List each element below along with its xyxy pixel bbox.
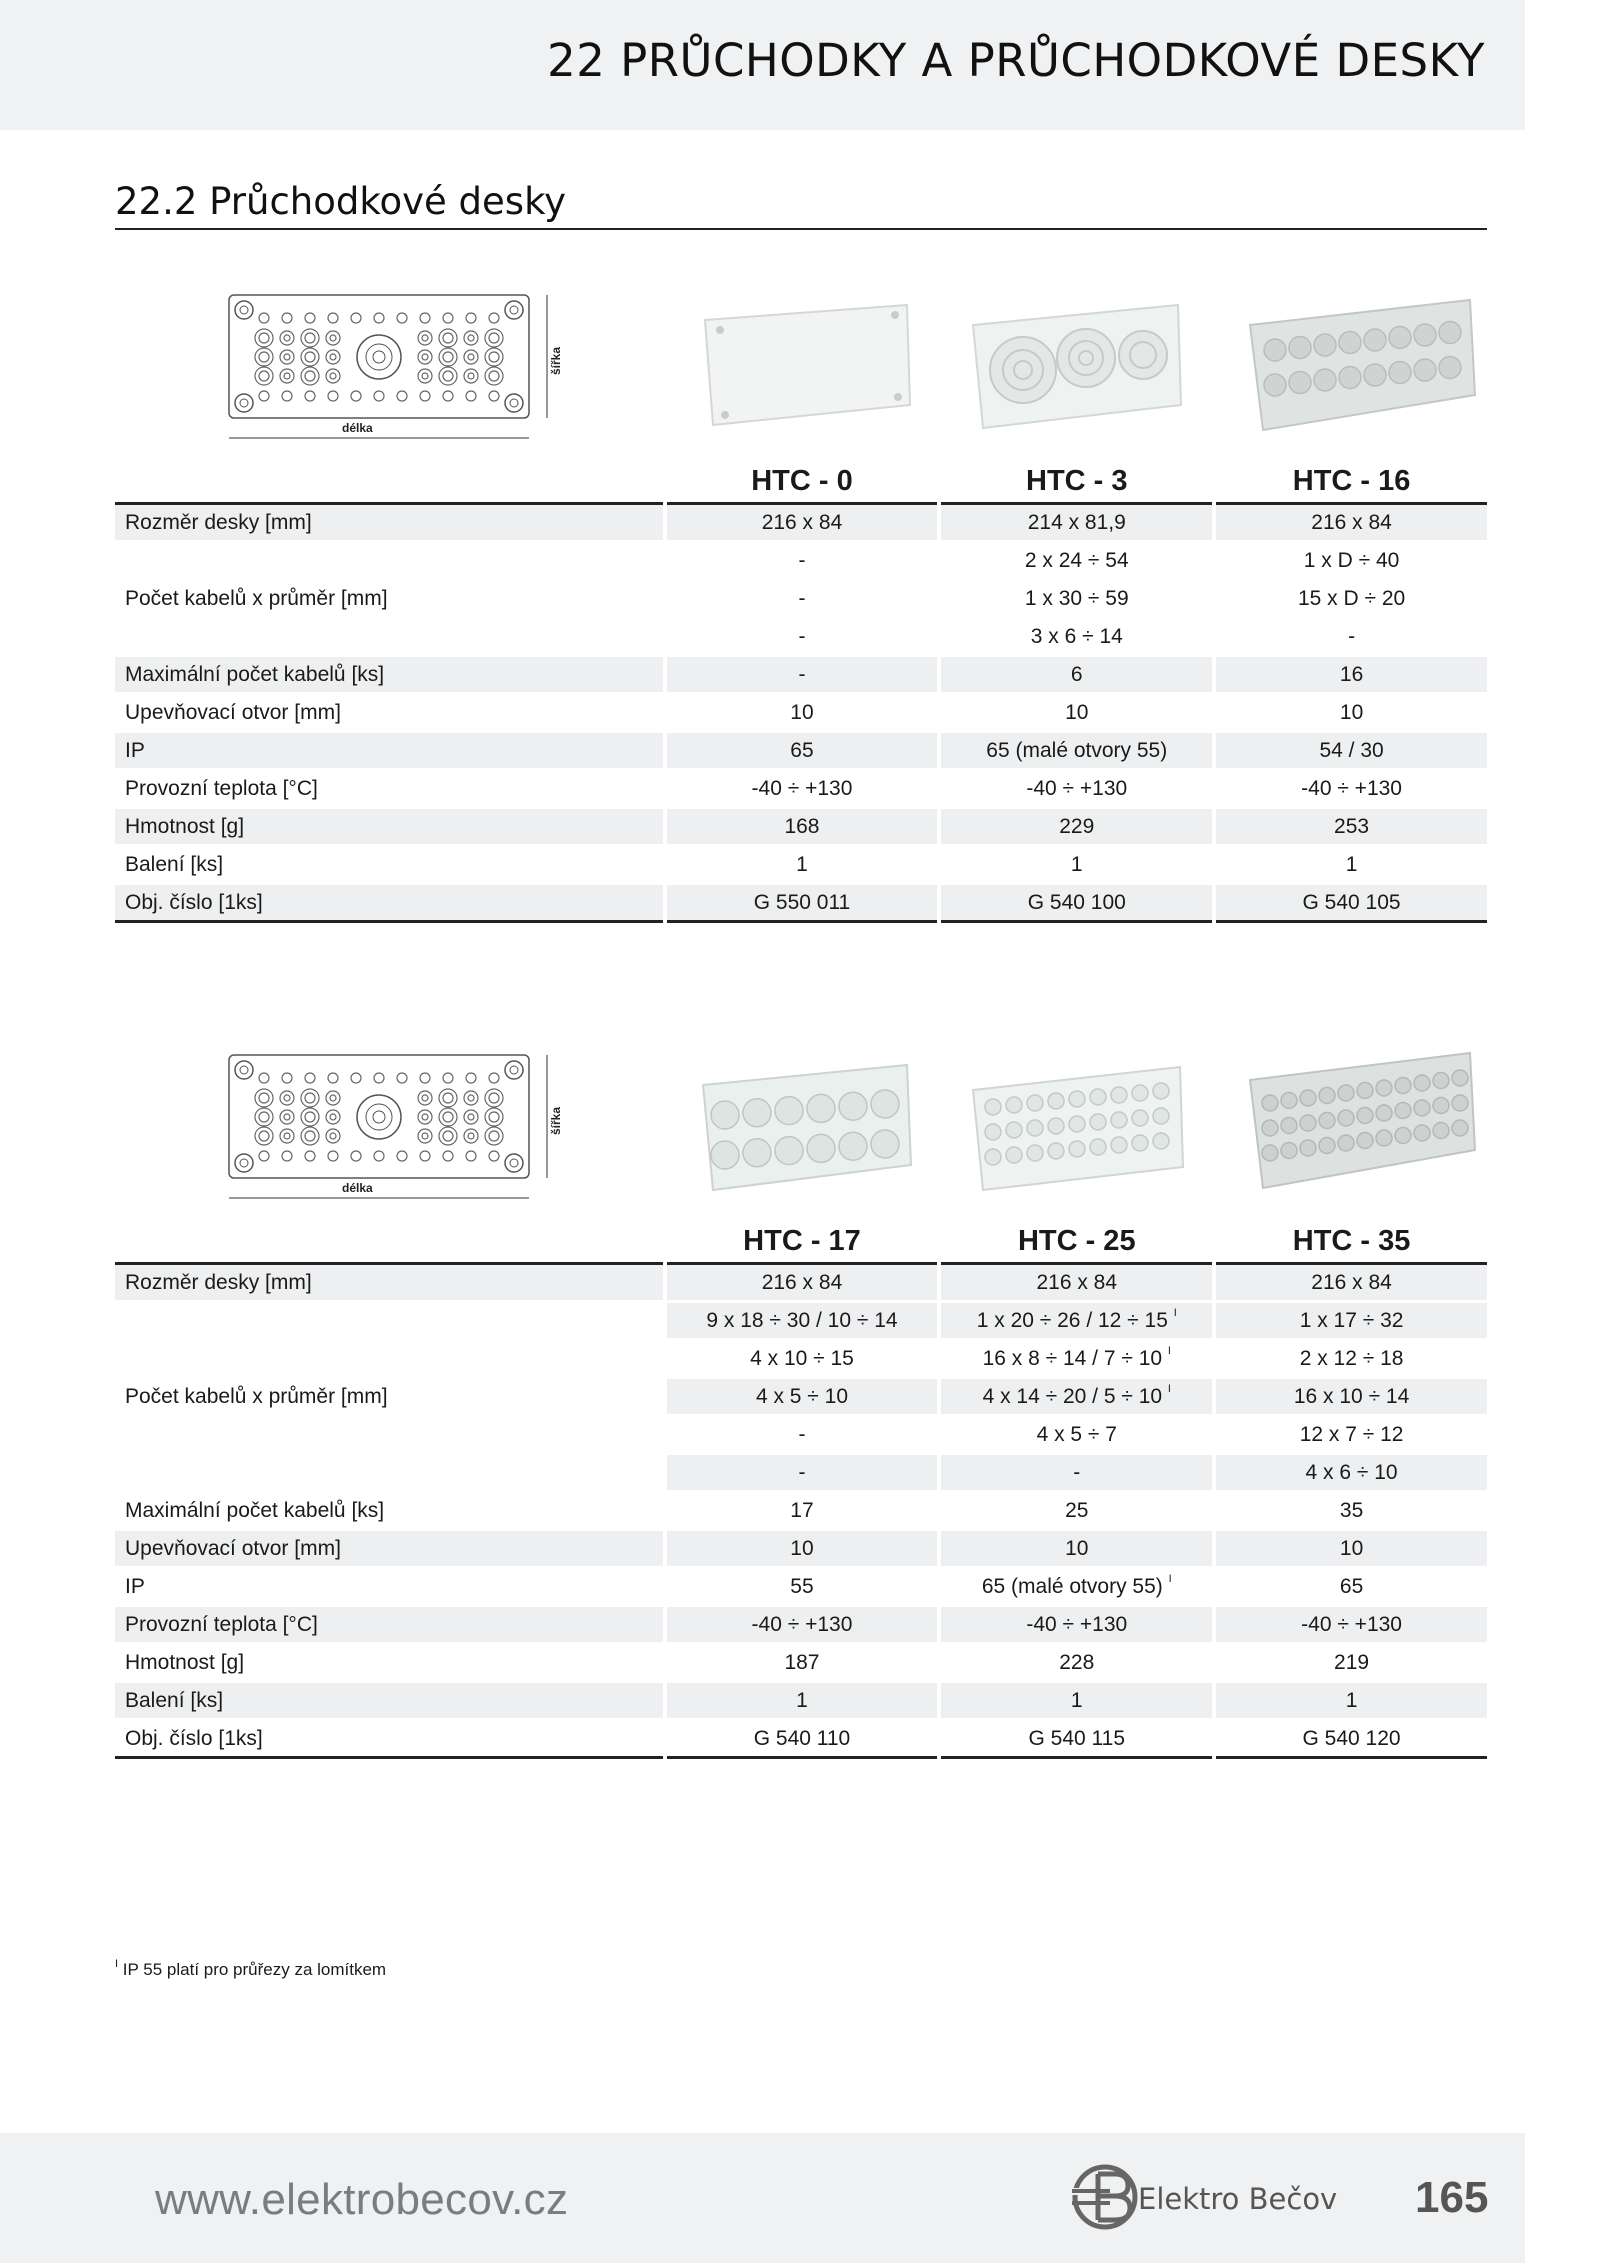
knockout-ring	[1357, 1133, 1373, 1149]
htc-25-photo	[968, 1062, 1188, 1192]
knockout-ring	[839, 1132, 867, 1160]
table-cell: 10	[941, 1531, 1212, 1569]
table-cell: 65	[1216, 1569, 1487, 1607]
footnote-text: IP 55 platí pro průřezy za lomítkem	[122, 1960, 387, 1979]
knockout-ring	[1006, 1122, 1022, 1138]
table-cell: 9 x 18 ÷ 30 / 10 ÷ 14	[667, 1303, 938, 1341]
website-url[interactable]: www.elektrobecov.cz	[155, 2175, 569, 2224]
row-label: Počet kabelů x průměr [mm]	[115, 543, 663, 657]
row-label: IP	[115, 733, 663, 771]
knockout-ring	[1319, 1088, 1335, 1104]
knockout-ring	[1048, 1118, 1064, 1134]
table-cell: 6	[941, 657, 1212, 695]
table-cell: 2 x 24 ÷ 54	[941, 543, 1212, 581]
knockout-ring	[1289, 372, 1311, 394]
table-cell: -	[667, 543, 938, 581]
knockout-ring	[1027, 1145, 1043, 1161]
knockout-ring	[711, 1141, 739, 1169]
knockout-ring	[1027, 1120, 1043, 1136]
table-cell: 1 x 30 ÷ 59	[941, 581, 1212, 619]
knockout-ring	[1452, 1095, 1468, 1111]
knockout-ring	[1364, 364, 1386, 386]
table-cell: 216 x 84	[941, 1265, 1212, 1303]
htc-17-photo	[695, 1060, 920, 1195]
footnote-marker: I	[115, 1958, 119, 1970]
table-cell: 4 x 5 ÷ 10	[667, 1379, 938, 1417]
table-cell: 54 / 30	[1216, 733, 1487, 771]
knockout-ring	[1300, 1140, 1316, 1156]
table-cell: 216 x 84	[667, 505, 938, 543]
knockout-ring	[1376, 1080, 1392, 1096]
section-divider	[115, 228, 1487, 230]
knockout-ring	[1314, 334, 1336, 356]
knockout-ring	[1132, 1135, 1148, 1151]
table-cell: 214 x 81,9	[941, 505, 1212, 543]
table-cell: G 540 110	[667, 1721, 938, 1759]
width-label: šířka	[549, 1106, 563, 1135]
table-cell: 16 x 10 ÷ 14	[1216, 1379, 1487, 1417]
table-cell: 4 x 6 ÷ 10	[1216, 1455, 1487, 1493]
knockout-ring	[1339, 367, 1361, 389]
table-cell: 1 x D ÷ 40	[1216, 543, 1487, 581]
row-label: Provozní teplota [°C]	[115, 771, 663, 809]
knockout-ring	[711, 1101, 739, 1129]
knockout-ring	[1339, 332, 1361, 354]
table-cell: 4 x 5 ÷ 7	[941, 1417, 1212, 1455]
table-cell: 15 x D ÷ 20	[1216, 581, 1487, 619]
table-cell: 35	[1216, 1493, 1487, 1531]
row-label: Upevňovací otvor [mm]	[115, 695, 663, 733]
table-cell: 10	[667, 1531, 938, 1569]
knockout-ring	[985, 1099, 1001, 1115]
knockout-ring	[1376, 1130, 1392, 1146]
table-cell: 10	[1216, 695, 1487, 733]
htc-35-photo	[1245, 1048, 1480, 1193]
table-cell: 168	[667, 809, 938, 847]
table-cell: 55	[667, 1569, 938, 1607]
knockout-ring	[1338, 1110, 1354, 1126]
knockout-ring	[1006, 1147, 1022, 1163]
row-label: Hmotnost [g]	[115, 809, 663, 847]
table-cell: -	[667, 1417, 938, 1455]
knockout-ring	[1414, 324, 1436, 346]
knockout-ring	[1281, 1093, 1297, 1109]
knockout-ring	[1452, 1070, 1468, 1086]
knockout-ring	[839, 1092, 867, 1120]
cell-text: 16 x 8 ÷ 14 / 7 ÷ 10	[982, 1346, 1163, 1370]
footnote-marker: I	[1173, 1306, 1177, 1319]
knockout-ring	[807, 1134, 835, 1162]
table-cell: 187	[667, 1645, 938, 1683]
column-header: HTC - 25	[941, 1218, 1212, 1265]
knockout-ring	[1376, 1105, 1392, 1121]
knockout-ring	[1111, 1112, 1127, 1128]
knockout-ring	[1433, 1073, 1449, 1089]
knockout-ring	[1153, 1133, 1169, 1149]
table-cell: -40 ÷ +130	[1216, 1607, 1487, 1645]
table-cell: -40 ÷ +130	[941, 771, 1212, 809]
brand-name: Elektro Bečov	[1138, 2182, 1338, 2216]
table-cell: 1	[667, 1683, 938, 1721]
knockout-ring	[871, 1130, 899, 1158]
knockout-ring	[1389, 327, 1411, 349]
row-label: Hmotnost [g]	[115, 1645, 663, 1683]
table-cell: 229	[941, 809, 1212, 847]
table-cell: 10	[667, 695, 938, 733]
knockout-ring	[1281, 1118, 1297, 1134]
row-label: IP	[115, 1569, 663, 1607]
width-label: šířka	[549, 346, 563, 375]
knockout-ring	[1357, 1083, 1373, 1099]
knockout-ring	[775, 1137, 803, 1165]
knockout-ring	[1433, 1123, 1449, 1139]
table-cell: 216 x 84	[667, 1265, 938, 1303]
knockout-ring	[1132, 1110, 1148, 1126]
knockout-ring	[985, 1149, 1001, 1165]
knockout-ring	[1395, 1103, 1411, 1119]
table-cell: -	[667, 619, 938, 657]
table-cell: 65	[667, 733, 938, 771]
table-cell: G 550 011	[667, 885, 938, 923]
length-label: délka	[342, 1181, 373, 1195]
footnote-marker: I	[1168, 1572, 1172, 1585]
knockout-ring	[1433, 1098, 1449, 1114]
knockout-ring	[1300, 1115, 1316, 1131]
knockout-ring	[1338, 1085, 1354, 1101]
footnote	[115, 1960, 386, 1980]
table-cell: 10	[941, 695, 1212, 733]
knockout-ring	[1262, 1145, 1278, 1161]
dimension-drawing	[222, 1050, 567, 1210]
column-header: HTC - 17	[667, 1218, 938, 1265]
knockout-ring	[1364, 329, 1386, 351]
knockout-ring	[807, 1094, 835, 1122]
table-cell: -	[1216, 619, 1487, 657]
table-cell: 4 x 10 ÷ 15	[667, 1341, 938, 1379]
knockout-ring	[1153, 1108, 1169, 1124]
table-cell: 3 x 6 ÷ 14	[941, 619, 1212, 657]
table-cell: 12 x 7 ÷ 12	[1216, 1417, 1487, 1455]
table-cell: 17	[667, 1493, 938, 1531]
row-label: Maximální počet kabelů [ks]	[115, 1493, 663, 1531]
knockout-ring	[1006, 1097, 1022, 1113]
knockout-ring	[1153, 1083, 1169, 1099]
knockout-ring	[1395, 1128, 1411, 1144]
knockout-ring	[743, 1099, 771, 1127]
column-header: HTC - 35	[1216, 1218, 1487, 1265]
table-cell: 228	[941, 1645, 1212, 1683]
dimension-drawing	[222, 290, 567, 450]
table-cell: 253	[1216, 809, 1487, 847]
knockout-ring	[871, 1090, 899, 1118]
knockout-ring	[1069, 1141, 1085, 1157]
table-cell: -40 ÷ +130	[667, 1607, 938, 1645]
row-label: Rozměr desky [mm]	[115, 1265, 663, 1303]
knockout-ring	[1289, 337, 1311, 359]
knockout-ring	[1395, 1078, 1411, 1094]
knockout-ring	[1414, 359, 1436, 381]
row-label: Rozměr desky [mm]	[115, 505, 663, 543]
table-cell: G 540 100	[941, 885, 1212, 923]
table-cell: 1	[1216, 847, 1487, 885]
knockout-ring	[1069, 1116, 1085, 1132]
table-cell: 1	[941, 1683, 1212, 1721]
cell-text: 1 x 20 ÷ 26 / 12 ÷ 15	[976, 1308, 1168, 1332]
knockout-ring	[1090, 1114, 1106, 1130]
knockout-ring	[1090, 1089, 1106, 1105]
spec-table-2	[115, 1218, 1487, 1759]
table-cell: 219	[1216, 1645, 1487, 1683]
table-cell: -40 ÷ +130	[1216, 771, 1487, 809]
htc-0-photo	[695, 300, 920, 430]
row-label: Počet kabelů x průměr [mm]	[115, 1303, 663, 1493]
footnote-marker: I	[1167, 1382, 1171, 1395]
page-number: 165	[1415, 2173, 1489, 2222]
knockout-ring	[1048, 1093, 1064, 1109]
knockout-ring	[1090, 1139, 1106, 1155]
table-cell	[941, 1569, 1212, 1607]
table-cell: -	[941, 1455, 1212, 1493]
footnote-marker: I	[1167, 1344, 1171, 1357]
knockout-ring	[1414, 1125, 1430, 1141]
table-cell: 65 (malé otvory 55)	[941, 733, 1212, 771]
table-cell: 2 x 12 ÷ 18	[1216, 1341, 1487, 1379]
column-header: HTC - 0	[667, 458, 938, 505]
table-cell	[941, 1303, 1212, 1341]
knockout-ring	[1264, 339, 1286, 361]
table-cell: 1 x 17 ÷ 32	[1216, 1303, 1487, 1341]
column-header: HTC - 16	[1216, 458, 1487, 505]
knockout-ring	[1414, 1100, 1430, 1116]
table-cell: -	[667, 581, 938, 619]
chapter-title: 22 PRŮCHODKY A PRŮCHODKOVÉ DESKY	[547, 34, 1485, 87]
spec-table-1	[115, 458, 1487, 923]
table-cell: 25	[941, 1493, 1212, 1531]
table-cell: G 540 105	[1216, 885, 1487, 923]
table-cell: -	[667, 657, 938, 695]
knockout-ring	[1262, 1120, 1278, 1136]
table-cell	[941, 1379, 1212, 1417]
knockout-ring	[1314, 369, 1336, 391]
knockout-ring	[1300, 1090, 1316, 1106]
row-label: Provozní teplota [°C]	[115, 1607, 663, 1645]
table-cell: G 540 120	[1216, 1721, 1487, 1759]
knockout-ring	[1439, 357, 1461, 379]
table-cell: 1	[941, 847, 1212, 885]
knockout-ring	[1338, 1135, 1354, 1151]
row-label: Obj. číslo [1ks]	[115, 1721, 663, 1759]
htc-3-photo	[968, 300, 1188, 430]
row-label: Maximální počet kabelů [ks]	[115, 657, 663, 695]
row-label: Upevňovací otvor [mm]	[115, 1531, 663, 1569]
table-cell: 216 x 84	[1216, 505, 1487, 543]
knockout-ring	[1357, 1108, 1373, 1124]
table-cell: 1	[667, 847, 938, 885]
knockout-ring	[1027, 1095, 1043, 1111]
knockout-ring	[1069, 1091, 1085, 1107]
table-cell: -	[667, 1455, 938, 1493]
knockout-ring	[1048, 1143, 1064, 1159]
table-cell: 216 x 84	[1216, 1265, 1487, 1303]
table-cell: 1	[1216, 1683, 1487, 1721]
knockout-ring	[1281, 1143, 1297, 1159]
knockout-ring	[1452, 1120, 1468, 1136]
knockout-ring	[1111, 1087, 1127, 1103]
knockout-ring	[985, 1124, 1001, 1140]
knockout-ring	[1262, 1095, 1278, 1111]
row-label: Balení [ks]	[115, 847, 663, 885]
knockout-ring	[1319, 1113, 1335, 1129]
table-cell: -40 ÷ +130	[941, 1607, 1212, 1645]
knockout-ring	[1111, 1137, 1127, 1153]
knockout-ring	[1132, 1085, 1148, 1101]
htc-16-photo	[1245, 295, 1480, 435]
cell-text: 65 (malé otvory 55)	[981, 1574, 1163, 1598]
knockout-ring	[775, 1097, 803, 1125]
column-header: HTC - 3	[941, 458, 1212, 505]
section-title: 22.2 Průchodkové desky	[115, 180, 567, 223]
knockout-ring	[743, 1139, 771, 1167]
knockout-ring	[1414, 1075, 1430, 1091]
length-label: délka	[342, 421, 373, 435]
knockout-ring	[1264, 374, 1286, 396]
row-label: Obj. číslo [1ks]	[115, 885, 663, 923]
knockout-ring	[1319, 1138, 1335, 1154]
table-cell	[941, 1341, 1212, 1379]
table-cell: G 540 115	[941, 1721, 1212, 1759]
table-cell: 10	[1216, 1531, 1487, 1569]
knockout-ring	[1389, 362, 1411, 384]
table-cell: -40 ÷ +130	[667, 771, 938, 809]
row-label: Balení [ks]	[115, 1683, 663, 1721]
knockout-ring	[1439, 322, 1461, 344]
table-cell: 16	[1216, 657, 1487, 695]
cell-text: 4 x 14 ÷ 20 / 5 ÷ 10	[982, 1384, 1163, 1408]
